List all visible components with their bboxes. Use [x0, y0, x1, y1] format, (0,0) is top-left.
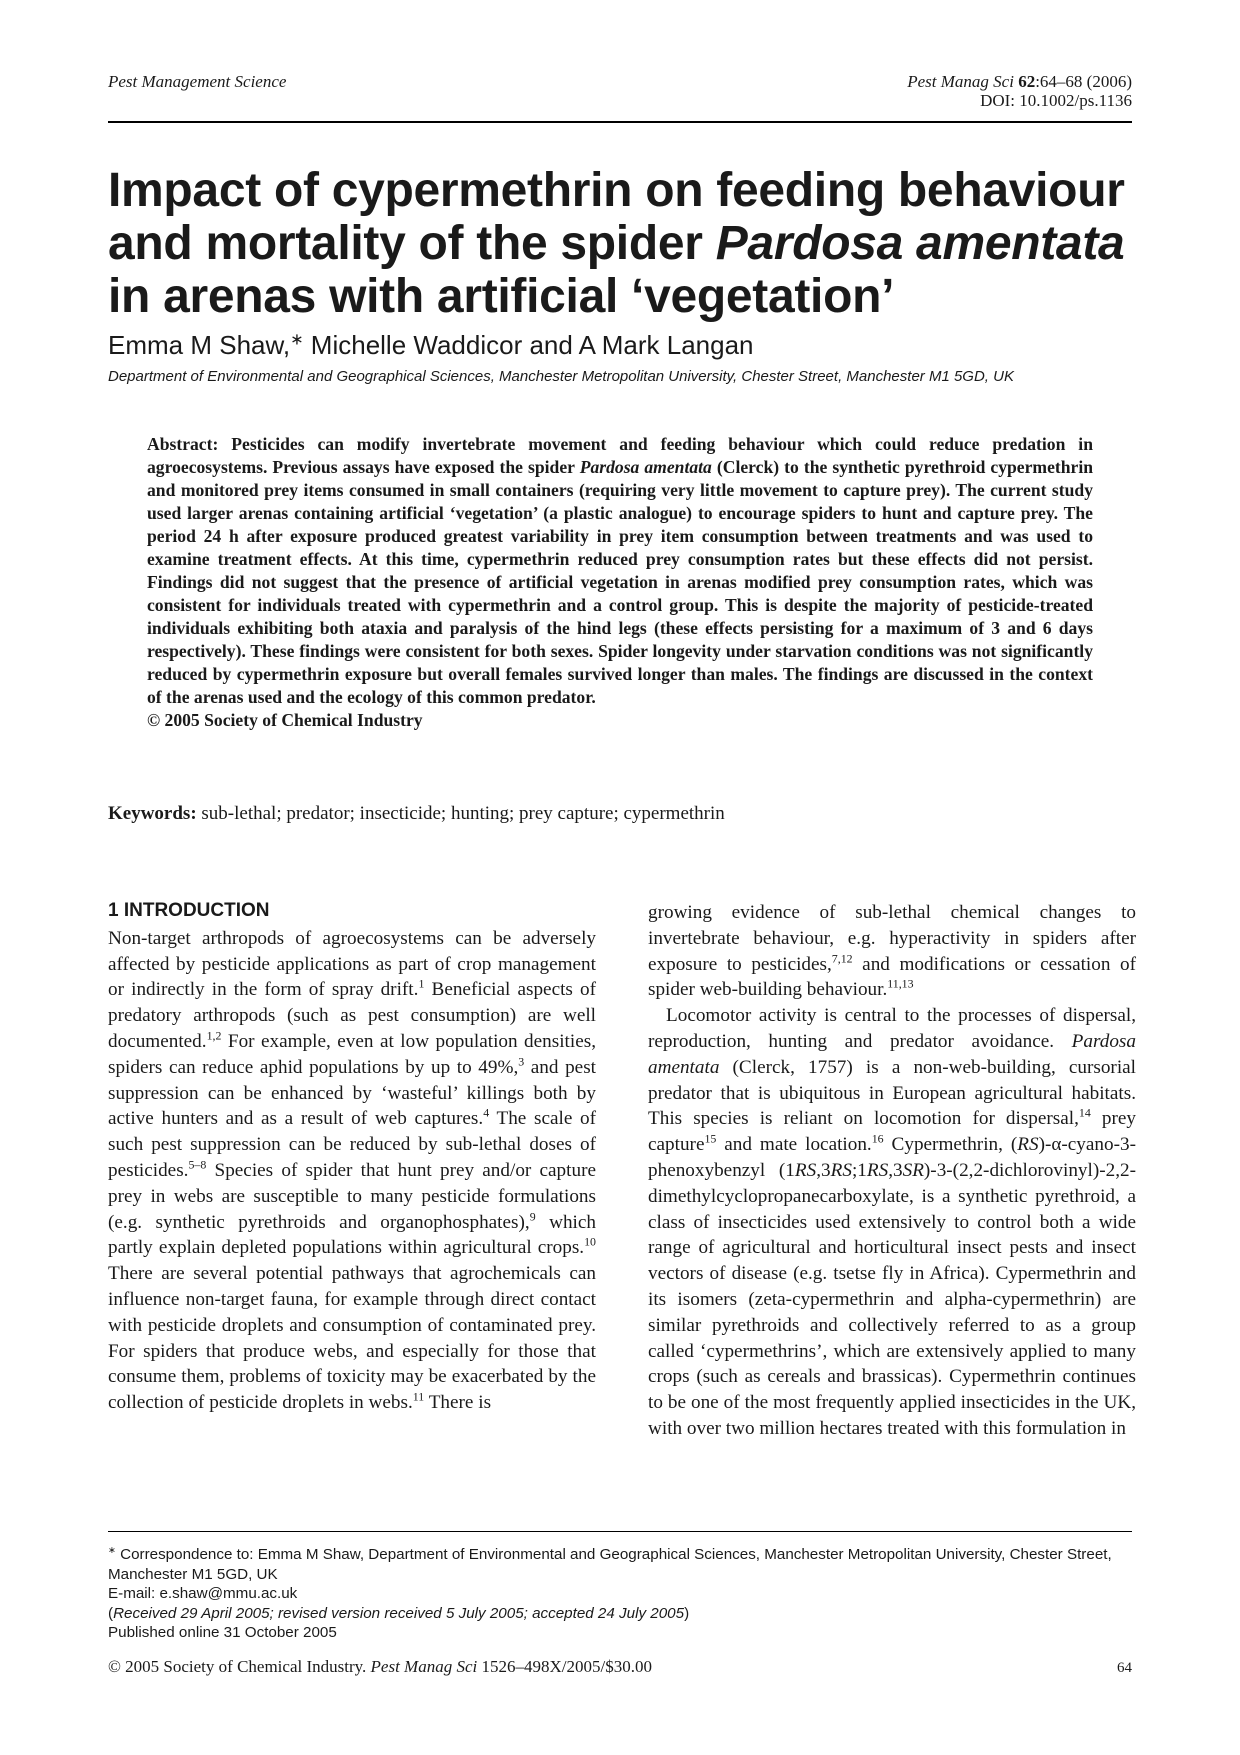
authors [108, 330, 754, 361]
keywords [108, 803, 725, 825]
citation-pages: :64–68 (2006) [1035, 72, 1132, 91]
intro-paragraph-1: Non-target arthropods of agroecosystems can be adversely affected by pesticide applications as part of crop management or indirectly in the form of spray drift.$^1$ Beneficial aspects of predatory arthropods (such as pest consumption) are well documented.$^{1,2}$ For example, even at low population densities, spiders can reduce aphid populations by up to 49%,$^3$ and pest suppression can be enhanced by ‘wasteful’ killings both by active hunters and as a result of web captures.$^4$ The scale of such pest suppression can be reduced by sub-lethal doses of pesticides.$^{5-8}$ Species of spider that hunt prey and/or capture prey in webs are susceptible to many pesticide formulations (e.g. synthetic pyrethroids and organophosphates),$^9$ which partly explain depleted populations within agricultural crops.$^{10}$ There are several potential pathways that agrochemicals can influence non-target fauna, for example through direct contact with pesticide droplets and consumption of contaminated prey. For spiders that produce webs, and especially for those that consume them, problems of toxicity may be exacerbated by the collection of pesticide droplets in webs.$^{11}$ There is [108, 927, 596, 1414]
affiliation: Department of Environmental and Geographical Sciences, Manchester Metropolitan University, Chester Street, Manchester M1 5GD, UK [108, 368, 1014, 385]
author-mark: ∗ [290, 330, 304, 349]
abstract-text-2: (Clerck) to the synthetic pyrethroid cypermethrin and monitored prey items consumed in small containers (requiring very little movement to capture prey). The current study used larger arenas containing artificial ‘vegetation’ (a plastic analogue) to encourage spiders to hunt and capture prey. The period 24 h after exposure produced greatest variability in prey item consumption between treatments and was used to examine treatment effects. At this time, cypermethrin reduced prey consumption rates but these effects did not persist. Findings did not suggest that the presence of artificial vegetation in arenas modified prey consumption rates, which was consistent for individuals treated with cypermethrin and a control group. This is despite the majority of pesticide-treated individuals exhibiting both ataxia and paralysis of the hind legs (these effects persisting for a maximum of 3 and 6 days respectively). These findings were consistent for both sexes. Spider longevity under starvation conditions was not significantly reduced by cypermethrin exposure but overall females survived longer than males. The findings are discussed in the context of the arenas used and the ecology of this common predator. [147, 457, 1094, 707]
email-note: E-mail: e.shaw@mmu.ac.uk [108, 1585, 298, 1602]
received-note: (Received 29 April 2005; revised version received 5 July 2005; accepted 24 July 2005) [108, 1604, 690, 1622]
title-species: Pardosa amentata [715, 217, 1125, 270]
intro-paragraph-1-continued: growing evidence of sub-lethal chemical changes to invertebrate behaviour, e.g. hyperactivity in spiders after exposure to pesticides,$^{7,12}$ and modifications or cessation of spider web-building behaviour.$^{11,13}$ [648, 902, 1136, 1001]
column-left [108, 898, 596, 1416]
abstract [147, 433, 1093, 732]
column-right [648, 900, 1136, 1442]
section-heading-introduction: 1 INTRODUCTION [108, 900, 270, 921]
citation-journal: Pest Manag Sci [907, 72, 1014, 91]
doi: DOI: 10.1002/ps.1136 [980, 91, 1132, 110]
footer-copyright: © 2005 Society of Chemical Industry. Pest Manag Sci 1526–498X/2005/$30.00 [108, 1657, 652, 1676]
author-rest: Michelle Waddicor and A Mark Langan [310, 330, 754, 360]
header-rule [108, 121, 1132, 123]
footnotes [108, 1545, 1136, 1643]
abstract-copyright: © 2005 Society of Chemical Industry [147, 710, 423, 730]
running-header-journal: Pest Management Science [108, 72, 287, 91]
citation-volume: 62 [1018, 72, 1036, 91]
correspondence-note: ∗ Correspondence to: Emma M Shaw, Department of Environmental and Geographical Sciences, Manchester Metropolitan University, Chester Street, Manchester M1 5GD, UK [108, 1543, 1112, 1583]
keywords-label: Keywords: [108, 803, 197, 824]
footnote-rule [108, 1531, 1132, 1532]
published-note: Published online 31 October 2005 [108, 1624, 337, 1641]
article-title [108, 164, 1138, 323]
abstract-species: Pardosa amentata [579, 457, 712, 477]
title-part2: in arenas with artificial ‘vegetation’ [108, 270, 895, 323]
intro-paragraph-2: Locomotor activity is central to the processes of dispersal, reproduction, hunting and predator avoidance. Pardosa amentata (Clerck, 1757) is a non-web-building, cursorial predator that is ubiquitous in European agricultural habitats. This species is reliant on locomotion for dispersal,$^{14}$ prey capture$^{15}$ and mate location.$^{16}$ Cypermethrin, (RS)-α-cyano-3-phenoxybenzyl (1RS,3RS;1RS,3SR)-3-(2,2-dichlorovinyl)-2,2-dimethylcyclopropanecarboxylate, is a synthetic pyrethroid, a class of insecticides used extensively to control both a wide range of agricultural and horticultural insect pests and insect vectors of disease (e.g. tsetse fly in Africa). Cypermethrin and its isomers (zeta-cypermethrin and alpha-cypermethrin) are similar pyrethroids and collectively referred to as a group called ‘cypermethrins’, which are extensively applied to many crops (such as cereals and brassicas). Cypermethrin continues to be one of the most frequently applied insecticides in the UK, with over two million hectares treated with this formulation in [648, 1005, 1136, 1439]
title-part1: Impact of cypermethrin on feeding behaviour and mortality of the spider [108, 164, 1125, 270]
abstract-label: Abstract: [147, 434, 219, 454]
page-number: 64 [1117, 1660, 1132, 1676]
running-header-citation [907, 72, 1132, 110]
author-first: Emma M Shaw, [108, 330, 291, 360]
keywords-text: sub-lethal; predator; insecticide; hunting; prey capture; cypermethrin [201, 803, 725, 824]
abstract-text-1: Pesticides can modify invertebrate movement and feeding behaviour which could reduce predation in agroecosystems. Previous assays have exposed the spider [147, 434, 1093, 477]
